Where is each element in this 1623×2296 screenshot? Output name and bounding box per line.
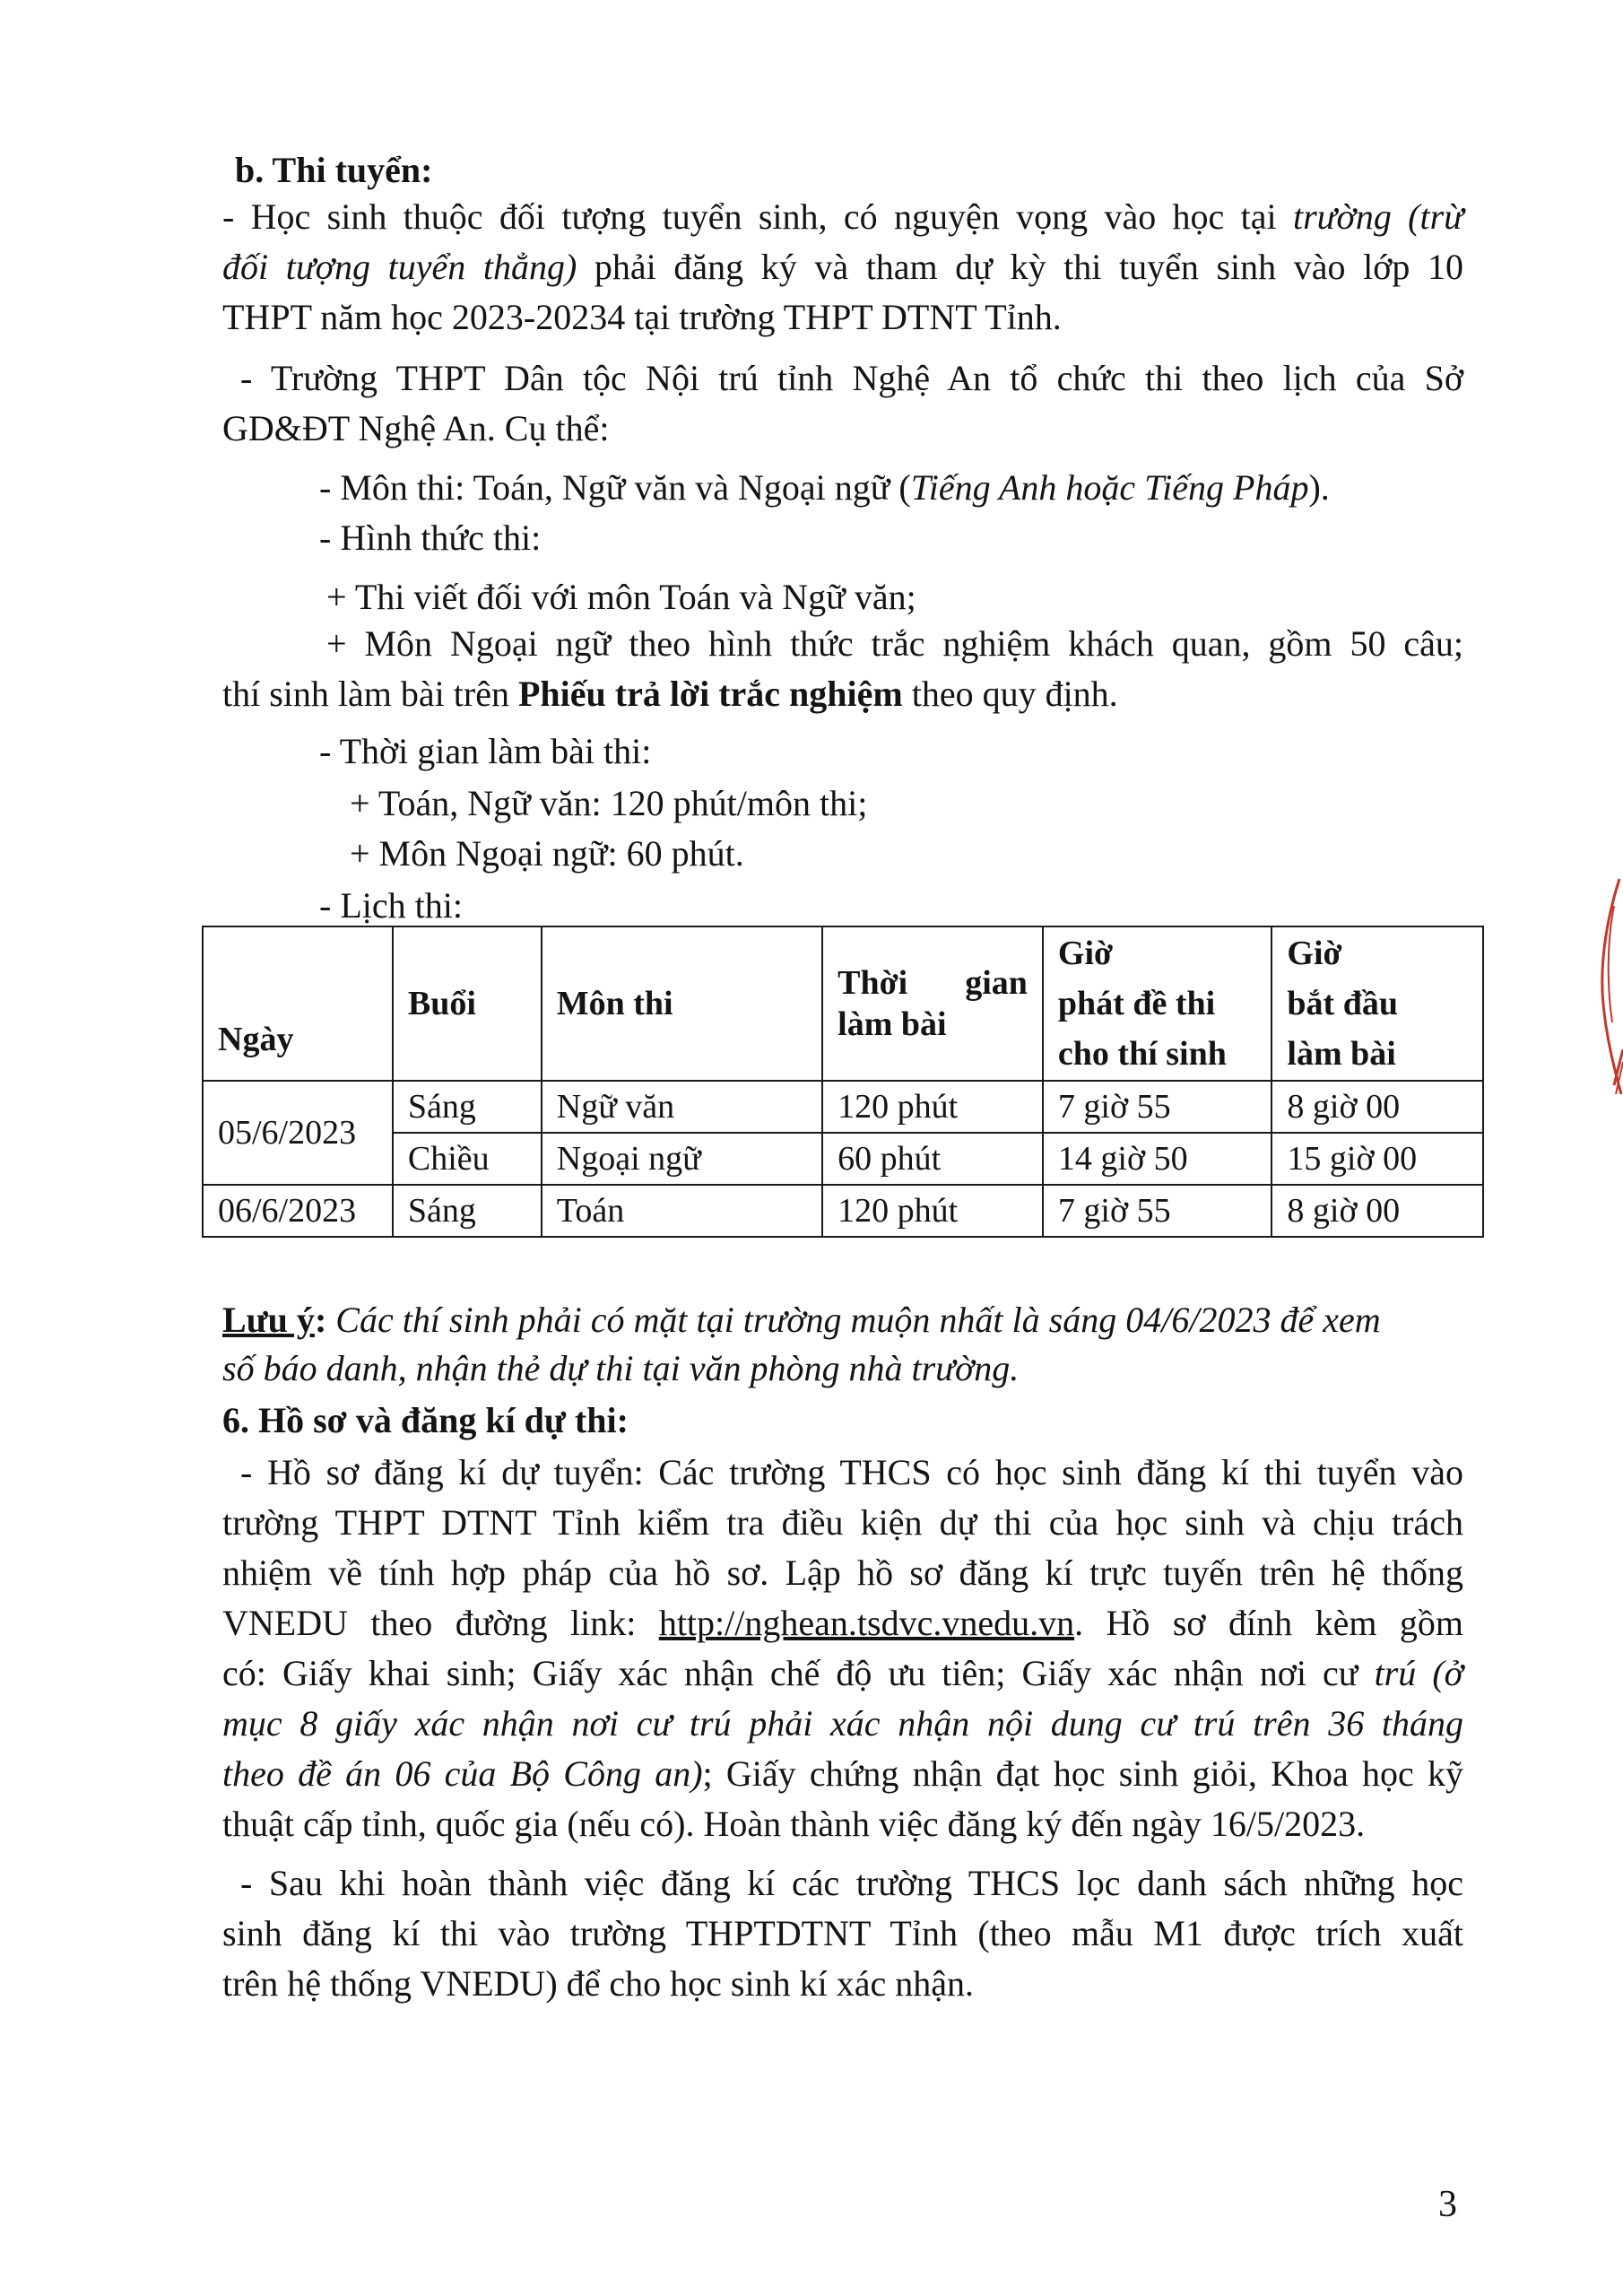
paragraph-line: trên hệ thống VNEDU) để cho học sinh kí xác nhận. <box>222 1963 974 2004</box>
form-label: - Hình thức thi: <box>319 517 542 558</box>
page-number: 3 <box>1438 2184 1457 2225</box>
paragraph-line: GD&ĐT Nghệ An. Cụ thể: <box>222 408 610 448</box>
cell-subject: Toán <box>542 1185 822 1237</box>
cell-date: 05/6/2023 <box>203 1081 393 1185</box>
paragraph-line: sinh đăng kí thi vào trường THPTDTNT Tỉnh (theo mẫu M1 được trích xuất <box>222 1913 1463 1953</box>
table-row <box>203 1133 1483 1185</box>
exam-schedule-table <box>202 926 1484 1238</box>
paragraph-line: - Sau khi hoàn thành việc đăng kí các trường THCS lọc danh sách những học <box>240 1863 1463 1903</box>
cell-duration: 120 phút <box>822 1185 1043 1237</box>
note-line: số báo danh, nhận thẻ dự thi tại văn phòng nhà trường. <box>222 1348 1020 1388</box>
cell-release-time: 7 giờ 55 <box>1043 1185 1272 1237</box>
cell-start-time: 8 giờ 00 <box>1271 1185 1483 1237</box>
cell-release-time: 7 giờ 55 <box>1043 1081 1272 1133</box>
header-session: Buổi <box>393 926 542 1081</box>
form-item: + Thi viết đối với môn Toán và Ngữ văn; <box>326 577 916 617</box>
form-item: thí sinh làm bài trên Phiếu trả lời trắc nghiệm theo quy định. <box>222 674 1118 714</box>
cell-start-time: 15 giờ 00 <box>1271 1133 1483 1185</box>
paragraph-line: đối tượng tuyển thẳng) phải đăng ký và tham dự kỳ thi tuyển sinh vào lớp 10 <box>222 247 1464 287</box>
subjects-line: - Môn thi: Toán, Ngữ văn và Ngoại ngữ (Tiếng Anh hoặc Tiếng Pháp). <box>319 467 1330 508</box>
paragraph-line: VNEDU theo đường link: http://nghean.tsdvc.vnedu.vn. Hồ sơ đính kèm gồm <box>222 1603 1463 1643</box>
paragraph-line: theo đề án 06 của Bộ Công an); Giấy chứng nhận đạt học sinh giỏi, Khoa học kỹ <box>222 1753 1463 1794</box>
paragraph-line: mục 8 giấy xác nhận nơi cư trú phải xác nhận nội dung cư trú trên 36 tháng <box>222 1703 1463 1744</box>
cell-session: Sáng <box>393 1081 542 1133</box>
cell-duration: 60 phút <box>822 1133 1043 1185</box>
table-header-row <box>203 926 1483 1081</box>
paragraph-line: thuật cấp tỉnh, quốc gia (nếu có). Hoàn thành việc đăng ký đến ngày 16/5/2023. <box>222 1804 1366 1844</box>
paragraph-line: trường THPT DTNT Tỉnh kiểm tra điều kiện dự thi của học sinh và chịu trách <box>222 1502 1463 1543</box>
cell-duration: 120 phút <box>822 1081 1043 1133</box>
cell-session: Chiều <box>393 1133 542 1185</box>
paragraph-line: THPT năm học 2023-20234 tại trường THPT DTNT Tỉnh. <box>222 297 1062 337</box>
time-item: + Toán, Ngữ văn: 120 phút/môn thi; <box>350 783 868 823</box>
schedule-label: - Lịch thi: <box>319 885 463 926</box>
cell-release-time: 14 giờ 50 <box>1043 1133 1272 1185</box>
form-item: + Môn Ngoại ngữ theo hình thức trắc nghiệm khách quan, gồm 50 câu; <box>326 623 1463 664</box>
note-label: Lưu ý <box>222 1300 315 1340</box>
paragraph-line: nhiệm về tính hợp pháp của hồ sơ. Lập hồ sơ đăng kí trực tuyến trên hệ thống <box>222 1552 1463 1593</box>
paragraph-line: có: Giấy khai sinh; Giấy xác nhận chế độ ưu tiên; Giấy xác nhận nơi cư trú (ở <box>222 1653 1463 1693</box>
header-start-time: Giờ bắt đầu làm bài <box>1271 926 1483 1081</box>
cell-date: 06/6/2023 <box>203 1185 393 1237</box>
registration-link[interactable]: http://nghean.tsdvc.vnedu.vn <box>658 1603 1075 1643</box>
cell-start-time: 8 giờ 00 <box>1271 1081 1483 1133</box>
stamp-fragment <box>1587 870 1623 1103</box>
time-item: + Môn Ngoại ngữ: 60 phút. <box>350 833 744 874</box>
header-release-time: Giờ phát đề thi cho thí sinh <box>1043 926 1272 1081</box>
paragraph-line: - Hồ sơ đăng kí dự tuyển: Các trường THCS có học sinh đăng kí thi tuyển vào <box>240 1452 1463 1492</box>
time-label: - Thời gian làm bài thi: <box>319 731 652 771</box>
section-b-heading: b. Thi tuyển: <box>235 150 433 190</box>
table-row <box>203 1185 1483 1237</box>
table-row <box>203 1081 1483 1133</box>
header-date: Ngày <box>203 926 393 1081</box>
cell-session: Sáng <box>393 1185 542 1237</box>
cell-subject: Ngữ văn <box>542 1081 822 1133</box>
header-subject: Môn thi <box>542 926 822 1081</box>
paragraph-line: - Trường THPT Dân tộc Nội trú tỉnh Nghệ An tổ chức thi theo lịch của Sở <box>240 358 1463 398</box>
note-line: Lưu ý: Các thí sinh phải có mặt tại trường muộn nhất là sáng 04/6/2023 để xem <box>222 1300 1381 1340</box>
cell-subject: Ngoại ngữ <box>542 1133 822 1185</box>
section-6-heading: 6. Hồ sơ và đăng kí dự thi: <box>222 1400 629 1440</box>
header-duration: Thời gian làm bài <box>822 926 1043 1081</box>
paragraph-line: - Học sinh thuộc đối tượng tuyển sinh, có nguyện vọng vào học tại trường (trừ <box>222 196 1463 237</box>
